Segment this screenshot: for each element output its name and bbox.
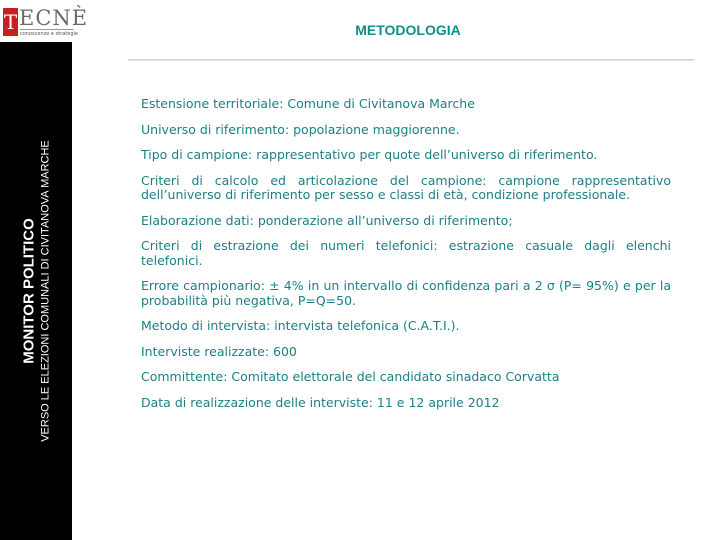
item-territorial-extent: Estensione territoriale: Comune di Civitanova Marche [141, 96, 475, 111]
item-extraction-criteria: Criteri di estrazione dei numeri telefonici: estrazione casuale dagli elenchi telefonici. [141, 238, 671, 268]
tecne-logo [0, 0, 89, 42]
sidebar-title: MONITOR POLITICO [20, 218, 38, 364]
item-sample-criteria: Criteri di calcolo ed articolazione del campione: campione rappresentativo dell’universo di riferimento per sesso e classi di età, condizione professionale. [141, 172, 671, 202]
methodology-list [141, 97, 671, 421]
logo-tagline: conoscenze e strategie [20, 31, 78, 37]
page-title: METODOLOGIA [355, 22, 461, 38]
item-data-processing: Elaborazione dati: ponderazione all’universo di riferimento; [141, 212, 513, 228]
item-interview-dates: Data di realizzazione delle interviste: 11 e 12 aprile 2012 [141, 394, 500, 410]
item-sampling-error: Errore campionario: ± 4% in un intervallo di confidenza pari a 2 σ (P= 95%) e per la probabilità più negativa, P=Q=50. [141, 278, 671, 308]
item-reference-universe: Universo di riferimento: popolazione maggiorenne. [141, 121, 460, 137]
title-divider [128, 59, 694, 61]
sidebar-text [20, 61, 53, 521]
item-interview-method: Metodo di intervista: intervista telefonica (C.A.T.I.). [141, 318, 460, 333]
sidebar-subtitle: VERSO LE ELEZIONI COMUNALI DI CIVITANOVA MARCHE [39, 140, 52, 442]
item-client: Committente: Comitato elettorale del candidato sinadaco Corvatta [141, 369, 560, 384]
item-sample-type: Tipo di campione: rappresentativo per quote dell’universo di riferimento. [141, 147, 598, 162]
logo-initial: T [3, 10, 18, 34]
item-interviews-count: Interviste realizzate: 600 [141, 343, 297, 359]
sidebar [0, 42, 72, 540]
logo-word: ECNÈ [19, 6, 89, 30]
